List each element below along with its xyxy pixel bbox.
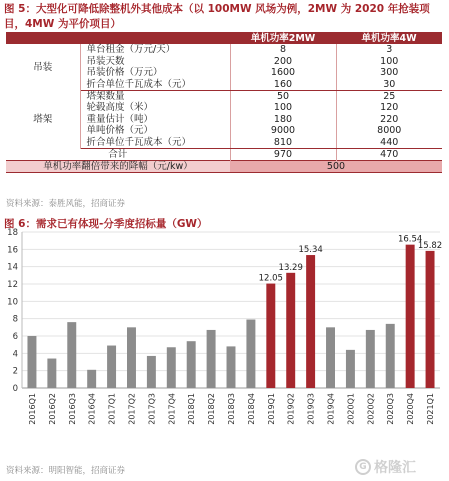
reduction-label: 单机功率翻倍带来的降幅（元/kw） [6,160,230,172]
total-value-4mw: 470 [336,148,442,160]
data-label: 13.29 [278,262,303,273]
x-tick-label: 2016Q2 [47,393,57,425]
x-tick-label: 2019Q2 [286,393,296,425]
figure6-source: 资料来源：明阳智能，招商证券 [6,466,126,476]
row-value-2mw: 1600 [230,67,336,79]
bar [386,324,395,388]
bar [47,359,56,388]
bar [266,284,275,388]
row-value-4mw: 220 [336,114,442,126]
header-2mw: 单机功率2MW [230,32,336,44]
bar [306,255,315,388]
bar [167,347,176,388]
x-tick-label: 2020Q3 [386,393,396,425]
x-tick-label: 2016Q3 [67,393,77,425]
data-label: 16.54 [397,234,423,245]
bar [426,251,435,388]
row-value-2mw: 810 [230,137,336,149]
bar [207,330,216,388]
y-tick-label: 0 [12,384,18,394]
header-4mw: 单机功率4W [336,32,442,44]
row-value-4mw: 30 [336,79,442,91]
reduction-value: 500 [230,160,442,172]
x-tick-label: 2020Q4 [406,393,416,425]
y-tick-label: 2 [12,366,18,377]
total-value-2mw: 970 [230,148,336,160]
row-value-4mw: 300 [336,67,442,79]
y-tick-label: 12 [7,280,18,290]
data-label: 15.82 [417,240,443,251]
figure6-title: 图 6：需求已有体现-分季度招标量（GW） [4,218,208,230]
watermark-logo [355,457,441,477]
x-tick-label: 2019Q3 [306,393,316,425]
bar [107,346,116,388]
x-tick-label: 2019Q1 [266,393,276,425]
figure5-title: 图 5：大型化可降低除整机外其他成本（以 100MW 风场为例，2MW 为 2020 年抢装项目，4MW 为平价项目） [4,3,430,30]
y-tick-label: 6 [12,332,18,342]
category-tower: 塔架 [6,90,80,148]
bar [366,330,375,388]
x-tick-label: 2017Q1 [107,393,117,425]
bar [246,320,255,388]
x-tick-label: 2018Q3 [227,393,236,425]
row-value-2mw: 8 [230,44,336,56]
row-item: 折合单位千瓦成本（元） [80,137,230,149]
y-tick-label: 16 [7,245,18,256]
row-value-2mw: 180 [230,114,336,126]
y-tick-label: 14 [7,262,18,273]
x-tick-label: 2016Q4 [87,393,97,425]
y-tick-label: 10 [7,297,18,308]
figure5-source: 资料来源：泰胜风能，招商证券 [6,199,126,209]
row-item: 吊装天数 [80,56,230,68]
bar [27,336,36,388]
row-value-2mw: 160 [230,79,336,91]
row-value-4mw: 440 [336,137,442,149]
row-value-4mw: 8000 [336,125,442,137]
row-item: 塔架数量 [80,90,230,102]
bar-chart [0,228,449,458]
row-value-2mw: 50 [230,90,336,102]
data-label: 15.34 [298,245,323,256]
row-item: 单吨价格（元） [80,125,230,137]
row-item: 单台租金（万元/天） [80,44,230,56]
header-blank-2 [80,32,230,44]
row-value-2mw: 200 [230,56,336,68]
bar [67,322,76,388]
watermark-text: 格隆汇 [374,460,416,476]
bar [286,273,295,388]
total-row [6,148,442,160]
table-row [6,90,442,102]
x-tick-label: 2019Q4 [326,393,336,425]
row-value-2mw: 9000 [230,125,336,137]
x-tick-label: 2016Q1 [27,393,37,425]
row-item: 轮毂高度（米） [80,102,230,114]
y-tick-label: 18 [7,228,18,238]
y-tick-label: 4 [12,349,18,360]
x-tick-label: 2018Q1 [187,393,197,425]
row-value-4mw: 120 [336,102,442,114]
data-label: 12.05 [258,273,283,284]
bar [127,327,136,388]
row-item: 吊装价格（万元） [80,67,230,79]
table-header-row [6,32,442,44]
category-hoisting: 吊装 [6,44,80,90]
bar [326,327,335,388]
bar [147,356,156,388]
row-value-4mw: 3 [336,44,442,56]
row-item: 折合单位千瓦成本（元） [80,79,230,91]
x-tick-label: 2021Q1 [426,393,436,425]
bar [406,245,415,388]
bar [346,350,355,388]
x-tick-label: 2018Q4 [246,393,256,425]
row-value-4mw: 25 [336,90,442,102]
total-label: 合计 [108,148,128,160]
row-value-2mw: 100 [230,102,336,114]
bar [187,341,196,388]
bar [87,370,96,388]
x-tick-label: 2018Q2 [207,393,217,425]
y-tick-label: 8 [12,314,18,325]
watermark-icon: G [355,459,371,475]
table-row [6,44,442,56]
x-tick-label: 2020Q1 [346,393,356,425]
header-blank-1 [6,32,80,44]
reduction-row [6,160,442,172]
x-tick-label: 2017Q3 [147,393,157,425]
x-tick-label: 2017Q2 [127,393,137,425]
x-tick-label: 2020Q2 [366,393,376,425]
row-value-4mw: 100 [336,56,442,68]
bar [227,346,236,388]
cost-table [6,32,442,173]
row-item: 重量估计（吨） [80,114,230,126]
x-tick-label: 2017Q4 [167,393,177,425]
